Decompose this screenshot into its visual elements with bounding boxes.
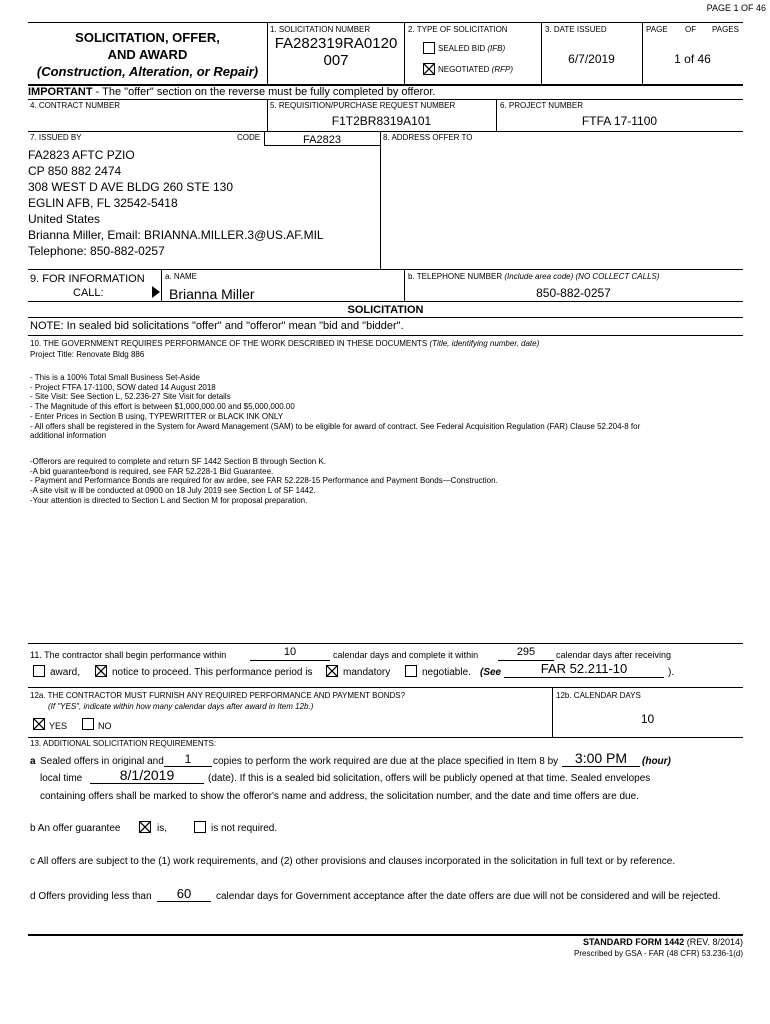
see-label: (See: [480, 667, 502, 678]
list-item: -Offerors are required to complete and return SF 1442 Section B through Section K.: [30, 457, 327, 466]
page-label: PAGE: [646, 25, 668, 34]
divider: [161, 269, 162, 301]
start-days-value: 10: [283, 646, 297, 658]
solicitation-section-header: SOLICITATION: [347, 304, 424, 316]
for-information-call-label: CALL:: [73, 287, 104, 299]
form-number: STANDARD FORM 1442 (REV. 8/2014): [582, 937, 743, 947]
date-issued-value: 6/7/2019: [568, 52, 615, 66]
underline: [250, 660, 330, 661]
telephone-value: 850-882-0257: [536, 286, 611, 300]
acceptance-days-value: 60: [176, 886, 192, 901]
award-label: award,: [50, 667, 81, 678]
prescribed-by: Prescribed by GSA - FAR (48 CFR) 53.236-1(d): [574, 949, 743, 958]
rule: [28, 99, 743, 100]
mandatory-checkbox[interactable]: [326, 665, 338, 677]
item13d-prefix: d Offers providing less than: [30, 891, 152, 902]
far-reference-value: FAR 52.211-10: [540, 661, 628, 676]
requisition-number-label: 5. REQUISITION/PURCHASE REQUEST NUMBER: [270, 101, 456, 110]
requirements-list: [30, 373, 640, 441]
check-x-icon: [327, 666, 337, 676]
list-item: - Project FTFA 17-1100, SOW dated 14 August 2018: [30, 382, 216, 392]
due-date-value: 8/1/2019: [119, 767, 175, 783]
contact-name-value: Brianna Miller: [169, 286, 255, 302]
offeror-instructions: [30, 457, 498, 506]
due-time-value: 3:00 PM: [574, 750, 628, 766]
underline: [157, 901, 211, 902]
date-issued-label: 3. DATE ISSUED: [545, 25, 607, 34]
list-item: additional information: [30, 431, 107, 441]
hour-label: (hour): [642, 756, 671, 767]
sealed-bid-label: SEALED BID (IFB): [438, 44, 506, 53]
list-item: - The Magnitude of this effort is between $1,000,000.00 and $5,000,000.00: [30, 402, 295, 412]
list-item: -A bid guarantee/bond is required, see FAR 52.228-1 Bid Guarantee.: [30, 466, 274, 476]
code-label: CODE: [237, 133, 261, 142]
list-item: - Payment and Performance Bonds are required for aw ardee, see FAR 52.228-15 Performance and Payment Bonds—Construction.: [30, 476, 498, 486]
item12a-label: 12a. THE CONTRACTOR MUST FURNISH ANY REQUIRED PERFORMANCE AND PAYMENT BONDS?: [30, 691, 406, 700]
name-label: a. NAME: [165, 272, 198, 281]
item13a-text1: Sealed offers in original and: [40, 756, 164, 767]
arrow-right-icon: [151, 286, 161, 298]
negotiated-checkbox[interactable]: [423, 63, 435, 75]
underline: [504, 677, 664, 678]
of-label: OF: [685, 25, 697, 34]
list-item: -A site visit w ill be conducted at 0900 on 18 July 2019 see Section L of SF 1442.: [30, 486, 316, 496]
item13b-text: b An offer guarantee: [30, 823, 121, 834]
list-item: - This is a 100% Total Small Business Set-Aside: [30, 373, 201, 382]
rule: [28, 131, 743, 132]
solicitation-number-value: FA282319RA0120: [274, 35, 398, 52]
solicitation-number-value-2: 007: [323, 52, 349, 69]
item11-text-a: 11. The contractor shall begin performance within: [30, 650, 227, 660]
close-paren: ).: [668, 667, 675, 678]
address-line: Brianna Miller, Email: BRIANNA.MILLER.3@US.AF.MIL: [28, 228, 324, 242]
guarantee-is-checkbox[interactable]: [139, 821, 151, 833]
address-line: FA2823 AFTC PZIO: [28, 148, 135, 162]
award-checkbox[interactable]: [33, 665, 45, 677]
calendar-days-value: 10: [640, 712, 655, 726]
project-title: Project Title: Renovate Bldg 886: [30, 350, 145, 359]
code-value: FA2823: [303, 134, 341, 146]
guarantee-is-label: is,: [157, 823, 167, 834]
list-item: - Enter Prices in Section B using, TYPEWRITTER or BLACK INK ONLY: [30, 411, 284, 421]
contract-number-label: 4. CONTRACT NUMBER: [30, 101, 121, 110]
bonds-no-label: NO: [98, 721, 112, 731]
item12b-label: 12b. CALENDAR DAYS: [556, 691, 641, 700]
form-title-line2: AND AWARD: [107, 47, 188, 62]
project-number-label: 6. PROJECT NUMBER: [500, 101, 583, 110]
solicitation-type-label: 2. TYPE OF SOLICITATION: [408, 25, 508, 34]
rule: [28, 687, 743, 688]
list-item: - Site Visit: See Section L, 52.236-27 Site Visit for details: [30, 392, 231, 402]
page-value: 1 of 46: [674, 52, 711, 66]
rule: [28, 301, 743, 302]
guarantee-not-required-checkbox[interactable]: [194, 821, 206, 833]
bonds-no-checkbox[interactable]: [82, 718, 94, 730]
divider: [552, 687, 553, 737]
negotiated-label: NEGOTIATED (RFP): [438, 65, 513, 74]
item11-text-b: calendar days and complete it within: [333, 650, 479, 660]
sealed-bid-note: NOTE: In sealed bid solicitations "offer" and "offeror" mean "bid and "bidder".: [30, 320, 404, 332]
item13-label: 13. ADDITIONAL SOLICITATION REQUIREMENTS:: [30, 739, 217, 748]
item13a-text4: containing offers shall be marked to show the offeror's name and address, the solicitation number, and the date and time offers are due.: [40, 791, 639, 802]
check-x-icon: [34, 719, 44, 729]
header-top-rule: [28, 22, 743, 23]
rule: [28, 335, 743, 336]
item10-label: 10. THE GOVERNMENT REQUIRES PERFORMANCE OF THE WORK DESCRIBED IN THESE DOCUMENTS (Title, identifying number, date): [30, 339, 540, 348]
address-line: United States: [28, 212, 101, 226]
requisition-number-value: F1T2BR8319A101: [331, 114, 432, 128]
mandatory-label: mandatory: [343, 667, 391, 678]
important-notice: IMPORTANT - The "offer" section on the reverse must be fully completed by offeror.: [28, 86, 436, 98]
list-item: - All offers shall be registered in the System for Award Management (SAM) to be eligible for award of contract. See Federal Acquisition Regulation (FAR) Clause 52.204-8 for: [30, 421, 641, 431]
item13d-text: calendar days for Government acceptance after the date offers are due will not be considered and will be rejected.: [216, 891, 721, 902]
item13a-text2: copies to perform the work required are due at the place specified in Item 8 by: [213, 756, 559, 767]
divider: [380, 131, 381, 269]
item13a-prefix: a: [30, 756, 36, 767]
complete-days-value: 295: [516, 646, 536, 658]
sealed-bid-checkbox[interactable]: [423, 42, 435, 54]
address-line: 308 WEST D AVE BLDG 260 STE 130: [28, 180, 233, 194]
underline: [562, 766, 640, 767]
underline: [90, 783, 204, 784]
guarantee-not-required-label: is not required.: [211, 823, 278, 834]
address-line: CP 850 882 2474: [28, 164, 122, 178]
issuer-address: [28, 147, 324, 259]
rule: [28, 643, 743, 644]
local-time-label: local time: [40, 773, 83, 784]
rule: [28, 737, 743, 738]
for-information-label: 9. FOR INFORMATION: [30, 273, 145, 285]
form-title-line3: (Construction, Alteration, or Repair): [36, 64, 259, 79]
check-x-icon: [96, 666, 106, 676]
address-line: Telephone: 850-882-0257: [28, 244, 165, 258]
notice-to-proceed-label: notice to proceed. This performance period is: [112, 667, 313, 678]
divider: [404, 22, 405, 84]
pages-label: PAGES: [712, 25, 739, 34]
check-x-icon: [424, 64, 434, 74]
rule: [28, 934, 743, 936]
notice-to-proceed-checkbox[interactable]: [95, 665, 107, 677]
negotiable-checkbox[interactable]: [405, 665, 417, 677]
solicitation-number-label: 1. SOLICITATION NUMBER: [270, 25, 371, 34]
item13c-text: c All offers are subject to the (1) work requirements, and (2) other provisions and clauses incorporated in the solicitation in full text or by reference.: [30, 856, 676, 867]
issued-by-label: 7. ISSUED BY: [30, 133, 82, 142]
list-item: -Your attention is directed to Section L and Section M for proposal preparation.: [30, 495, 308, 505]
address-offer-label: 8. ADDRESS OFFER TO: [383, 133, 473, 142]
address-line: EGLIN AFB, FL 32542-5418: [28, 196, 178, 210]
form-title-line1: SOLICITATION, OFFER,: [75, 30, 220, 45]
bonds-yes-label: YES: [49, 721, 68, 731]
copies-value: 1: [184, 752, 192, 766]
check-x-icon: [140, 822, 150, 832]
bonds-yes-checkbox[interactable]: [33, 718, 45, 730]
page-indicator: PAGE 1 OF 46: [706, 3, 766, 13]
item13a-text3: (date). If this is a sealed bid solicitation, offers will be publicly opened at that time. Sealed envelopes: [208, 773, 651, 784]
project-number-value: FTFA 17-1100: [581, 114, 658, 128]
rule: [28, 269, 743, 270]
item11-text-c: calendar days after receiving: [556, 650, 672, 660]
item12a-note: (If "YES", indicate within how many calendar days after award in Item 12b.): [48, 702, 314, 711]
rule: [28, 317, 743, 318]
negotiable-label: negotiable.: [422, 667, 471, 678]
telephone-label: b. TELEPHONE NUMBER (Include area code) (NO COLLECT CALLS): [408, 272, 660, 281]
